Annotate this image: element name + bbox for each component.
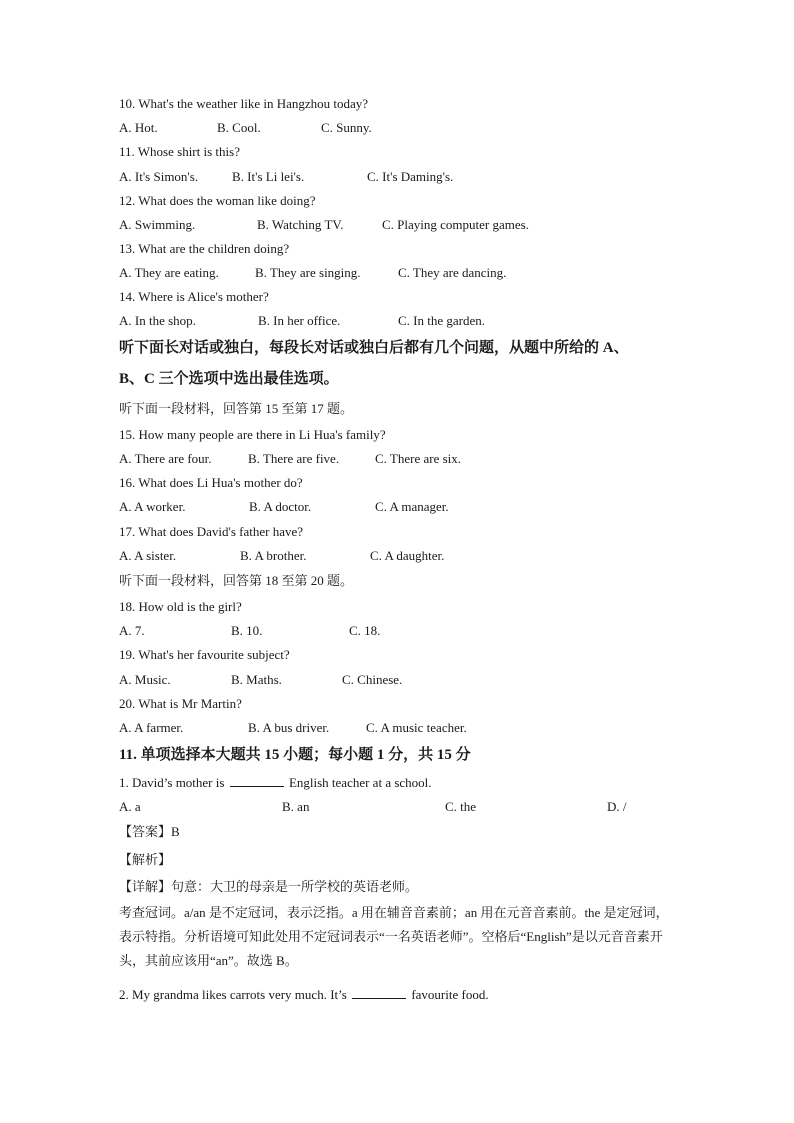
option-10c: C. Sunny. <box>321 120 372 135</box>
mc1-option-c: C. the <box>445 799 477 814</box>
answer-blank <box>230 775 284 787</box>
option-16a: A. A worker. <box>119 499 186 514</box>
option-13a: A. They are eating. <box>119 265 219 280</box>
option-10a: A. Hot. <box>119 120 158 135</box>
question-13: 13. What are the children doing? <box>119 241 290 256</box>
option-12a: A. Swimming. <box>119 217 196 232</box>
material-note-1: 听下面一段材料，回答第 15 至第 17 题。 <box>119 401 354 416</box>
mc-question-1-text-after: English teacher at a school. <box>288 775 432 790</box>
question-14: 14. Where is Alice's mother? <box>119 289 269 304</box>
option-11c: C. It's Daming's. <box>367 169 454 184</box>
option-20c: C. A music teacher. <box>366 720 467 735</box>
mc1-option-d: D. / <box>607 799 627 814</box>
option-12c: C. Playing computer games. <box>382 217 529 232</box>
option-14c: C. In the garden. <box>398 313 486 328</box>
option-18c: C. 18. <box>349 623 381 638</box>
answer-blank <box>352 987 406 999</box>
question-12: 12. What does the woman like doing? <box>119 193 316 208</box>
question-16: 16. What does Li Hua's mother do? <box>119 475 303 490</box>
option-11b: B. It's Li lei's. <box>232 169 305 184</box>
question-15: 15. How many people are there in Li Hua's family? <box>119 427 386 442</box>
option-19b: B. Maths. <box>231 672 282 687</box>
option-11a: A. It's Simon's. <box>119 169 199 184</box>
question-19: 19. What's her favourite subject? <box>119 647 290 662</box>
question-17: 17. What does David's father have? <box>119 524 304 539</box>
question-20: 20. What is Mr Martin? <box>119 696 242 711</box>
option-13b: B. They are singing. <box>255 265 361 280</box>
option-19a: A. Music. <box>119 672 171 687</box>
option-13c: C. They are dancing. <box>398 265 507 280</box>
option-15a: A. There are four. <box>119 451 212 466</box>
option-17c: C. A daughter. <box>370 548 445 563</box>
section-instruction: 听下面长对话或独白，每段长对话或独白后都有几个问题，从题中所给的 A、 <box>119 340 629 356</box>
material-note-2: 听下面一段材料，回答第 18 至第 20 题。 <box>119 573 354 588</box>
mc-question-2-text-after: favourite food. <box>411 987 489 1002</box>
mc-question-2-text-before: 2. My grandma likes carrots very much. It’s <box>119 987 347 1002</box>
question-10: 10. What's the weather like in Hangzhou today? <box>119 96 369 111</box>
mc-question-1-text-before: 1. David’s mother is <box>119 775 225 790</box>
answer-label: 【答案】B <box>119 824 180 839</box>
option-14b: B. In her office. <box>258 313 341 328</box>
option-19c: C. Chinese. <box>342 672 403 687</box>
option-12b: B. Watching TV. <box>257 217 344 232</box>
option-14a: A. In the shop. <box>119 313 196 328</box>
option-10b: B. Cool. <box>217 120 261 135</box>
option-18b: B. 10. <box>231 623 263 638</box>
option-15c: C. There are six. <box>375 451 462 466</box>
question-11: 11. Whose shirt is this? <box>119 144 240 159</box>
option-16b: B. A doctor. <box>249 499 312 514</box>
option-20a: A. A farmer. <box>119 720 184 735</box>
mc1-option-a: A. a <box>119 799 141 814</box>
option-17b: B. A brother. <box>240 548 307 563</box>
analysis-label: 【解析】 <box>119 852 172 867</box>
option-15b: B. There are five. <box>248 451 340 466</box>
section-instruction-cont: B、C 三个选项中选出最佳选项。 <box>119 371 339 387</box>
option-18a: A. 7. <box>119 623 145 638</box>
explanation-paragraph: 考查冠词。a/an 是不定冠词，表示泛指。a 用在辅音音素前；an 用在元音音素前。the 是定冠词，表示特指。分析语境可知此处用不定冠词表示“一名英语老师”。空格后“English”是以元音音素开头，其前应该用“an”。故选 B。 <box>119 905 669 968</box>
mc-question-2 <box>119 987 489 1003</box>
question-18: 18. How old is the girl? <box>119 599 242 614</box>
option-17a: A. A sister. <box>119 548 177 563</box>
part-heading: 11. 单项选择本大题共 15 小题；每小题 1 分，共 15 分 <box>119 747 471 763</box>
mc1-option-b: B. an <box>282 799 310 814</box>
option-16c: C. A manager. <box>375 499 449 514</box>
detail-line: 【详解】句意：大卫的母亲是一所学校的英语老师。 <box>119 879 419 894</box>
option-20b: B. A bus driver. <box>248 720 330 735</box>
mc-question-1 <box>119 775 432 791</box>
